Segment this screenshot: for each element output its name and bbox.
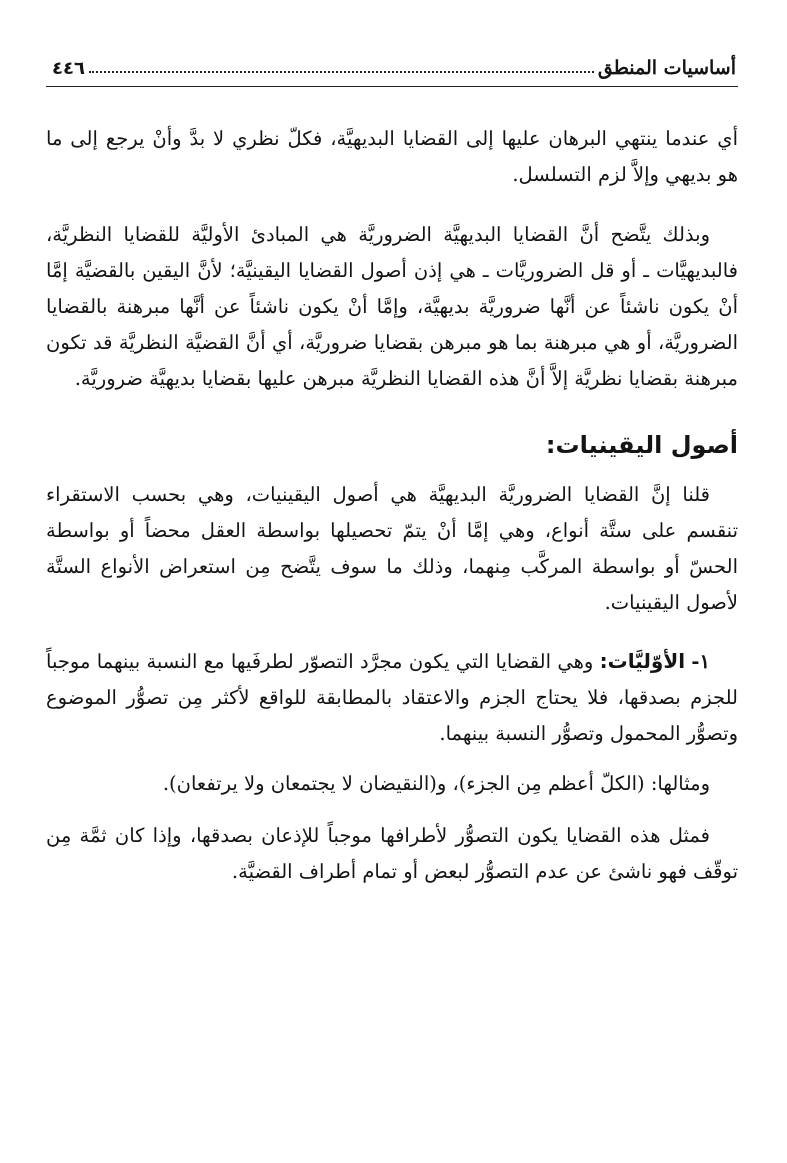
paragraph-continuation: أي عندما ينتهي البرهان عليها إلى القضايا البديهيَّة، فكلّ نظري لا بدَّ وأنْ يرجع إلى ما هو بديهي وإلاَّ لزم التسلسل.: [46, 127, 738, 186]
paragraph-example: ومثالها: (الكلّ أعظم مِن الجزء)، و(النقيضان لا يجتمعان ولا يرتفعان).: [162, 772, 710, 795]
item-number: ١-: [691, 650, 710, 673]
item-title: الأوّليَّات:: [599, 649, 686, 673]
running-header: [46, 40, 738, 78]
paragraph-closing: فمثل هذه القضايا يكون التصوُّر لأطرافها موجباً للإذعان بصدقها، وإذا كان ثمَّة مِن توقّف فهو ناشئ عن عدم التصوُّر لبعض أو تمام أطراف القضيَّة.: [46, 824, 738, 883]
section-heading: أصول اليقينيات:: [545, 431, 738, 459]
item-body: وهي القضايا التي يكون مجرَّد التصوّر لطرفَيها مع النسبة بينهما موجباً للجزم بصدقها، فلا يحتاج الجزم والاعتقاد بالمطابقة للواقع لأكثر مِن تصوُّر الموضوع وتصوُّر المحمول وتصوُّر النسبة بينهما.: [46, 650, 738, 745]
book-page: [46, 40, 738, 1130]
header-rule: [46, 86, 738, 87]
paragraph-axioms: وبذلك يتَّضح أنَّ القضايا البديهيَّة الضروريَّة هي المبادئ الأوليَّة للقضايا النظريَّة، فالبديهيَّات ـ أو قل الضروريَّات ـ هي إذن أصول القضايا اليقينيَّة؛ لأنَّ اليقين بالقضيَّة إمَّا أنْ يكون ناشئاً عن أنَّها ضروريَّة بديهيَّة، وإمَّا أنْ يكون ناشئاً عن أنَّها مبرهنة بالقضايا الضروريَّة، أو هي مبرهنة بما هو مبرهن بقضايا ضروريَّة، أي أنَّ القضيَّة النظريَّة قد تكون مبرهنة بقضايا نظريَّة إلاَّ أنَّ هذه القضايا النظريَّة مبرهن عليها بقضايا بديهيَّة ضروريَّة.: [46, 223, 738, 390]
page-number: ٤٤٦: [52, 58, 85, 79]
leader-dots: [89, 71, 594, 73]
book-title: أساسيات المنطق: [597, 57, 736, 79]
list-item-primaries: [46, 643, 738, 752]
paragraph-intro: قلنا إنَّ القضايا الضروريَّة البديهيَّة هي أصول اليقينيات، وهي بحسب الاستقراء تنقسم على ستَّة أنواع، وهي إمَّا أنْ يتمّ تحصيلها بواسطة العقل محضاً أو بواسطة الحسّ أو بواسطة المركَّب مِنهما، وذلك ما سوف يتَّضح مِن استعراض الأنواع الستَّة لأصول اليقينيات.: [46, 483, 738, 614]
